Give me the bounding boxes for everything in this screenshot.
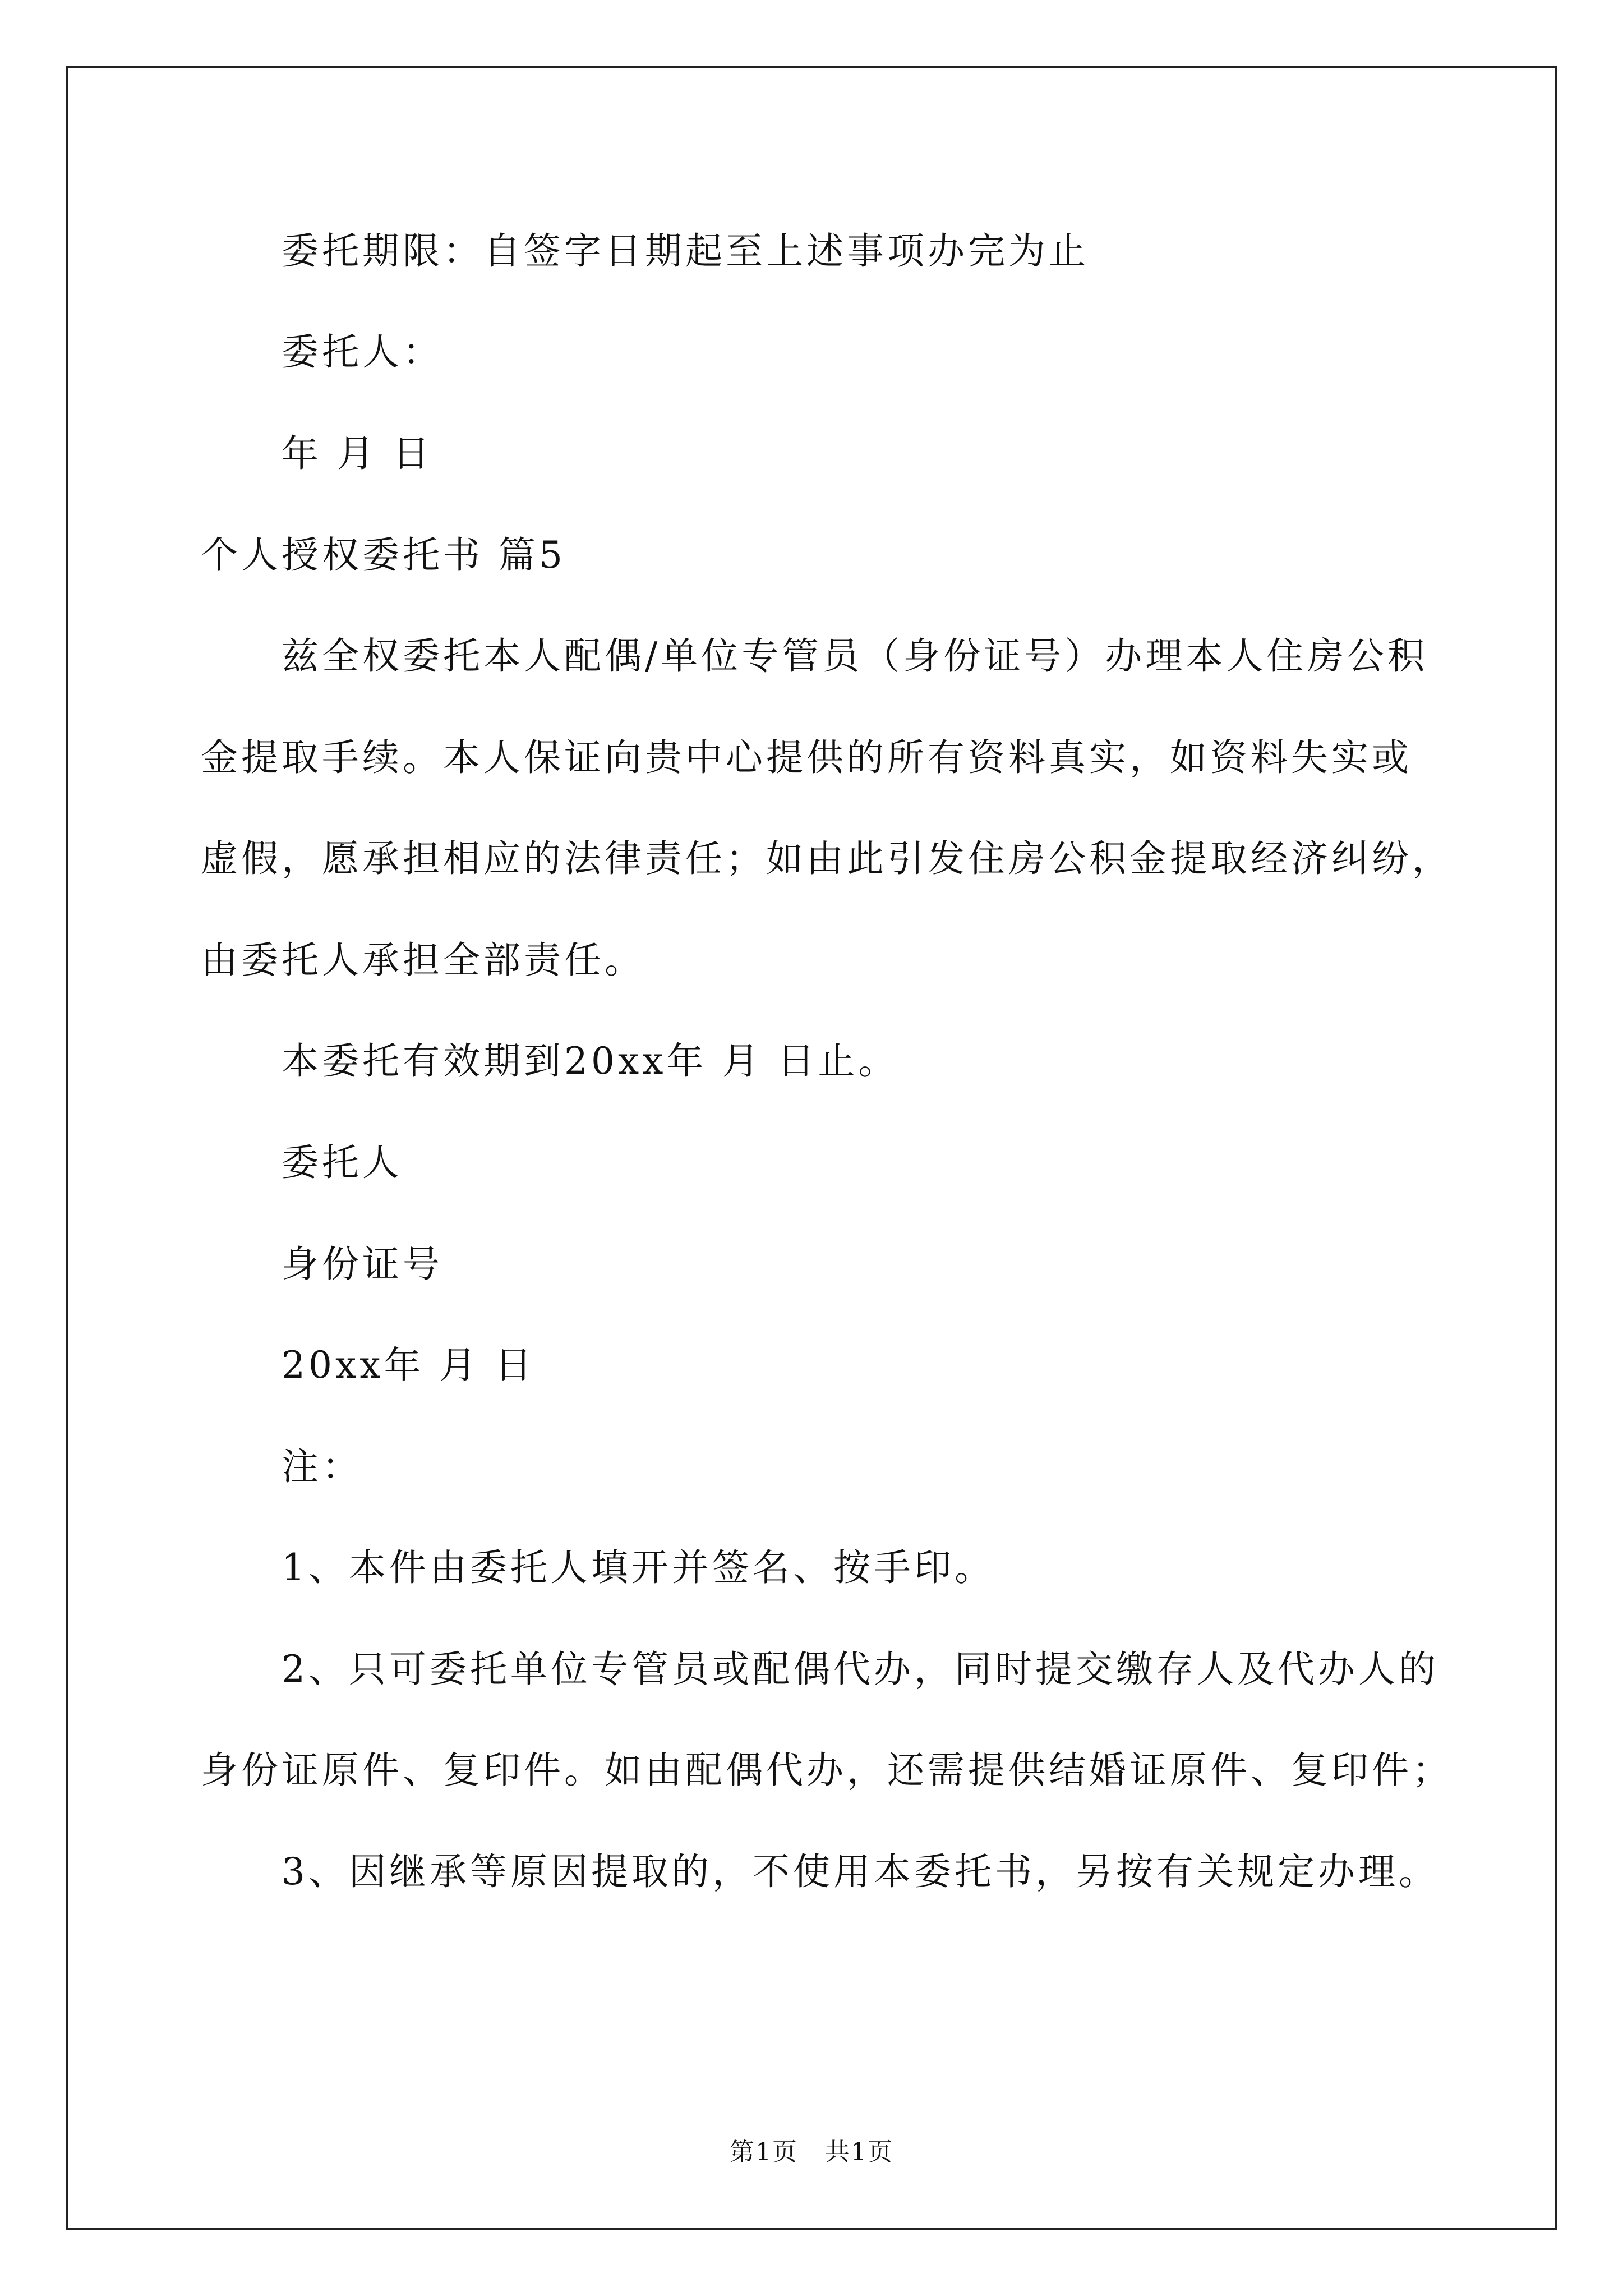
text-line-12: 20xx年 月 日 bbox=[282, 1343, 536, 1387]
section-heading: 个人授权委托书 篇5 bbox=[201, 533, 566, 577]
text-line-13: 注： bbox=[282, 1445, 362, 1488]
text-line-2: 委托人： bbox=[282, 330, 443, 374]
text-line-9: 本委托有效期到20xx年 月 日止。 bbox=[282, 1039, 899, 1083]
text-line-11: 身份证号 bbox=[282, 1243, 443, 1286]
text-line-15: 2、只可委托单位专管员或配偶代办，同时提交缴存人及代办人的 bbox=[282, 1648, 1439, 1691]
text-line-3: 年 月 日 bbox=[282, 432, 433, 475]
text-line-5: 兹全权委托本人配偶/单位专管员（身份证号）办理本人住房公积 bbox=[282, 634, 1428, 678]
text-line-14: 1、本件由委托人填开并签名、按手印。 bbox=[282, 1546, 995, 1589]
text-line-8: 由委托人承担全部责任。 bbox=[201, 938, 645, 982]
text-line-7: 虚假，愿承担相应的法律责任；如由此引发住房公积金提取经济纠纷， bbox=[201, 837, 1453, 880]
text-line-6: 金提取手续。本人保证向贵中心提供的所有资料真实，如资料失实或 bbox=[201, 736, 1412, 779]
text-line-17: 3、因继承等原因提取的，不使用本委托书，另按有关规定办理。 bbox=[282, 1850, 1439, 1893]
text-line-10: 委托人 bbox=[282, 1141, 403, 1184]
text-line-16: 身份证原件、复印件。如由配偶代办，还需提供结婚证原件、复印件； bbox=[201, 1749, 1453, 1792]
text-line-1: 委托期限：自签字日期起至上述事项办完为止 bbox=[282, 229, 1089, 273]
page-footer: 第1页 共1页 bbox=[730, 2138, 893, 2166]
